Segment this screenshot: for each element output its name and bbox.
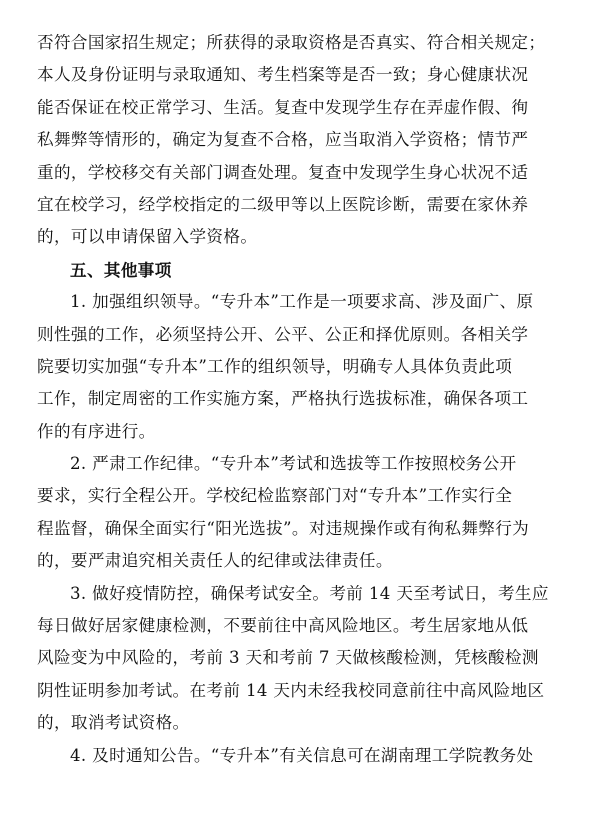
paragraph-first-line: 4. 及时通知公告。“专升本”有关信息可在湖南理工学院教务处 [70,745,534,765]
body-line: 要求，实行全程公开。学校纪检监察部门对“专升本”工作实行全 [37,486,513,506]
paragraph-first-line: 3. 做好疫情防控，确保考试安全。考前 14 天至考试日，考生应 [70,583,549,603]
body-line: 的，取消考试资格。 [37,713,190,733]
paragraph-first-line: 2. 严肃工作纪律。“专升本”考试和选拔等工作按照校务公开 [70,454,517,474]
body-line: 私舞弊等情形的，确定为复查不合格，应当取消入学资格；情节严 [37,130,529,150]
paragraph-first-line: 1. 加强组织领导。“专升本”工作是一项要求高、涉及面广、原 [70,292,534,312]
body-line: 则性强的工作，必须坚持公开、公平、公正和择优原则。各相关学 [37,324,529,344]
body-line: 阴性证明参加考试。在考前 14 天内未经我校同意前往中高风险地区 [37,680,545,700]
body-line: 重的，学校移交有关部门调查处理。复查中发现学生身心状况不适 [37,162,529,182]
body-line: 程监督，确保全面实行“阳光选拔”。对违规操作或有徇私舞弊行为 [37,518,530,538]
body-line: 作的有序进行。 [37,421,156,441]
body-line: 工作，制定周密的工作实施方案，严格执行选拔标准，确保各项工 [37,389,529,409]
section-heading: 五、其他事项 [70,259,172,280]
body-line: 院要切实加强“专升本”工作的组织领导，明确专人具体负责此项 [37,356,513,376]
body-line: 风险变为中风险的，考前 3 天和考前 7 天做核酸检测，凭核酸检测 [37,648,539,668]
body-line: 宜在校学习，经学校指定的二级甲等以上医院诊断，需要在家休养 [37,194,529,214]
body-line: 的，可以申请保留入学资格。 [37,227,258,247]
body-line: 的，要严肃追究相关责任人的纪律或法律责任。 [37,551,393,571]
body-line: 能否保证在校正常学习、生活。复查中发现学生存在弄虚作假、徇 [37,97,529,117]
body-line: 每日做好居家健康检测，不要前往中高风险地区。考生居家地从低 [37,616,529,636]
body-line: 否符合国家招生规定；所获得的录取资格是否真实、符合相关规定； [37,33,546,52]
body-line: 本人及身份证明与录取通知、考生档案等是否一致；身心健康状况 [37,65,529,85]
